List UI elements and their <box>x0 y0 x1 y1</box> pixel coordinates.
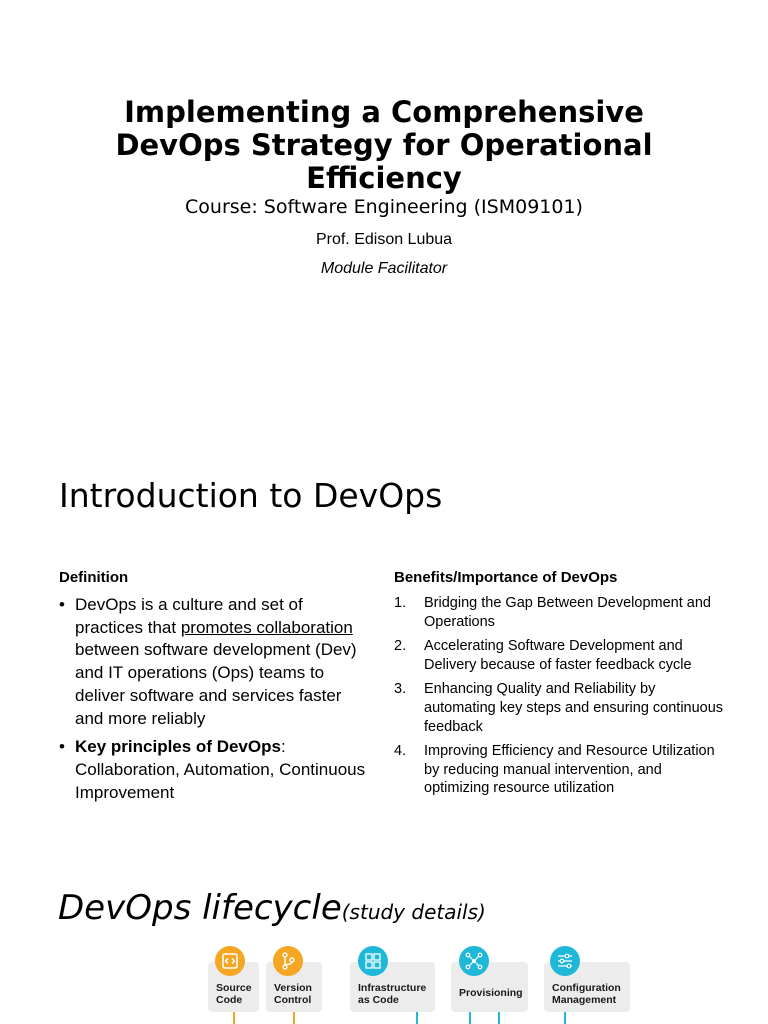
stage-connector <box>233 1012 235 1024</box>
blocks-icon <box>358 946 388 976</box>
definition-text-rest: between software development (Dev) and IT operations (Ops) teams to deliver software and services faster and more reliably <box>75 640 357 728</box>
stage-connector <box>293 1012 295 1024</box>
definition-text: DevOps is a culture and set of practices that <box>75 595 303 637</box>
bullet: • <box>59 737 65 757</box>
item-text: Enhancing Quality and Reliability by automating key steps and ensuring continuous feedback <box>424 681 724 735</box>
item-text: Improving Efficiency and Resource Utilization by reducing manual intervention, and optimizing resource utilization <box>424 743 715 797</box>
item-text: Accelerating Software Development and Delivery because of faster feedback cycle <box>424 638 692 673</box>
intro-heading: Introduction to DevOps <box>59 476 443 515</box>
network-icon <box>459 946 489 976</box>
item-number: 3. <box>394 681 407 698</box>
code-icon <box>215 946 245 976</box>
lifecycle-subtitle: (study details) <box>341 900 486 924</box>
key-principles-text: : Collaboration, Automation, Continuous Improvement <box>75 737 366 802</box>
stage-label: Version Control <box>274 982 312 1006</box>
list-item <box>394 637 724 674</box>
definition-heading: Definition <box>59 569 129 586</box>
benefits-list <box>394 594 724 804</box>
stage-connector <box>498 1012 500 1024</box>
bullet: • <box>59 595 65 614</box>
course-subtitle: Course: Software Engineering (ISM09101) <box>185 196 583 218</box>
item-number: 1. <box>394 595 407 611</box>
sliders-icon <box>550 946 580 976</box>
key-principles-label: Key principles of DevOps <box>75 737 281 757</box>
list-item <box>59 736 369 804</box>
stage-label: Infrastructure as Code <box>358 982 427 1006</box>
underlined-phrase: promotes collaboration <box>180 617 353 637</box>
list-item <box>394 742 724 798</box>
stage-label: Provisioning <box>459 987 523 999</box>
stage-connector <box>416 1012 418 1024</box>
stage-label: Source Code <box>216 982 252 1006</box>
item-text: Bridging the Gap Between Development and Operations <box>424 595 711 630</box>
lifecycle-heading <box>58 887 486 929</box>
stage-connector <box>469 1012 471 1024</box>
branch-icon <box>273 946 303 976</box>
list-item <box>394 680 724 736</box>
professor-name: Prof. Edison Lubua <box>315 231 453 248</box>
list-item <box>59 594 369 730</box>
stage-connector <box>564 1012 566 1024</box>
lifecycle-title: DevOps lifecycle <box>58 888 342 928</box>
item-number: 2. <box>394 638 407 655</box>
slide-title: Implementing a Comprehensive DevOps Strategy for Operational Efficiency <box>115 95 653 195</box>
list-item <box>394 594 724 631</box>
professor-role: Module Facilitator <box>320 260 448 277</box>
item-number: 4. <box>394 743 407 760</box>
benefits-heading: Benefits/Importance of DevOps <box>394 569 618 586</box>
stage-label: Configuration Management <box>552 982 621 1006</box>
definition-list <box>59 594 369 810</box>
